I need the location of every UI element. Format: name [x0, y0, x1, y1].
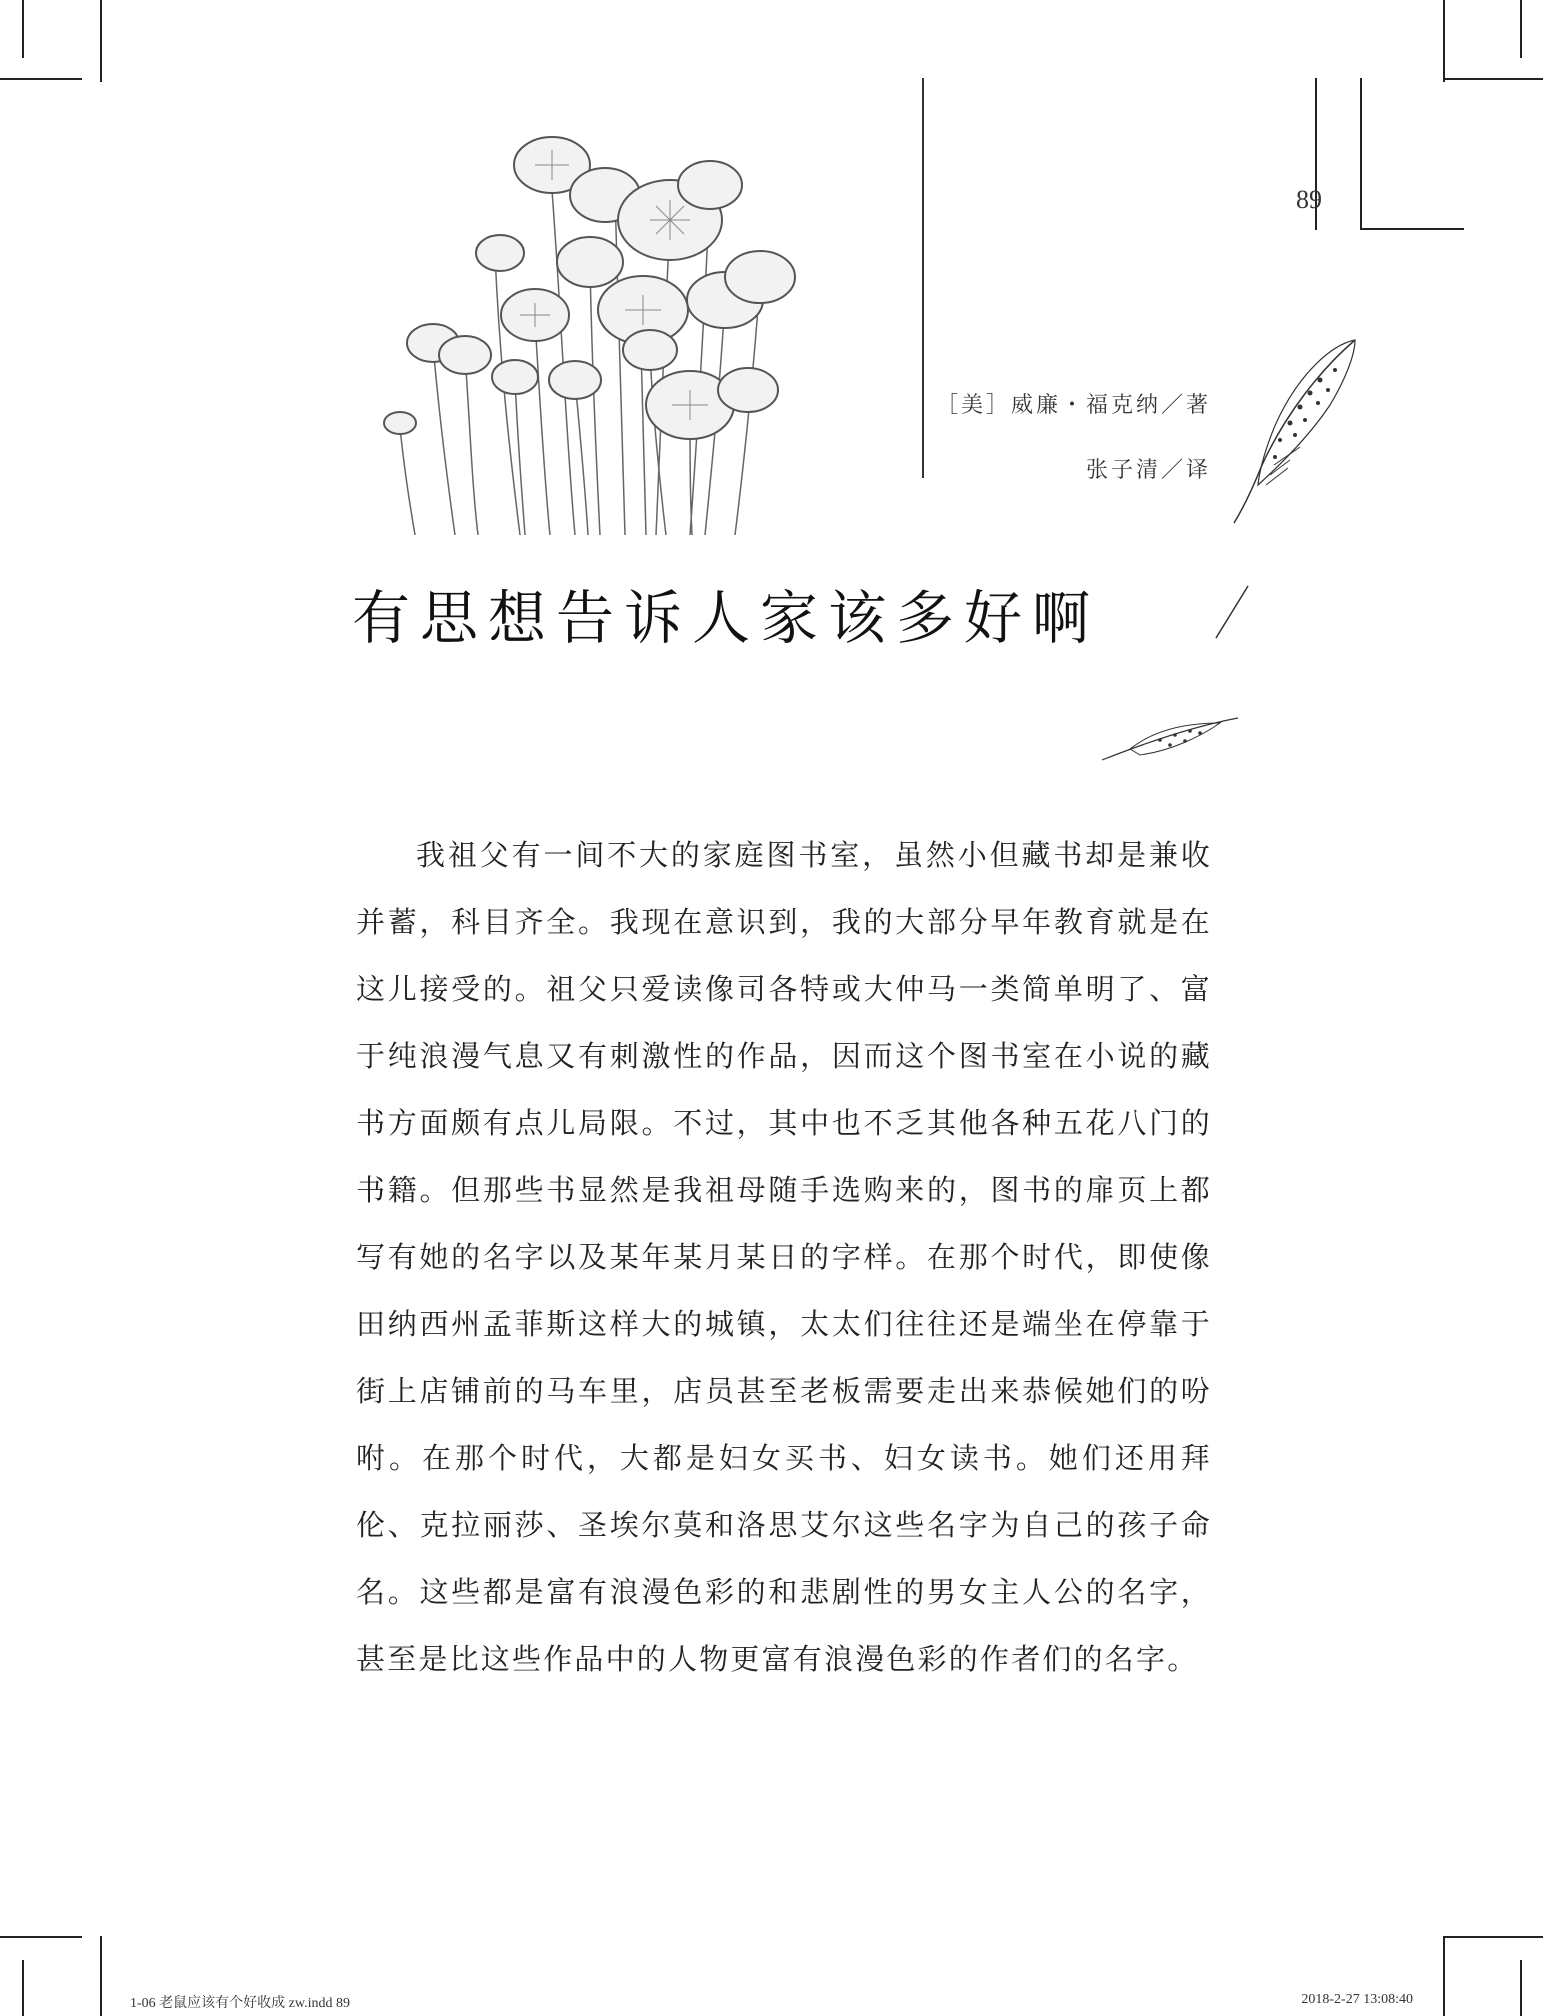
translator-credit: 张子清／译 — [1085, 458, 1211, 483]
crop-mark — [1520, 0, 1522, 58]
crop-mark — [1443, 78, 1543, 80]
crop-mark — [1443, 1936, 1445, 2016]
crop-mark — [1360, 228, 1464, 230]
crop-mark — [1443, 0, 1445, 82]
vertical-rule — [922, 78, 924, 478]
print-timestamp: 2018-2-27 13:08:40 — [1301, 1992, 1413, 2007]
crop-mark — [22, 1960, 24, 2016]
crop-mark — [100, 0, 102, 82]
body-paragraph: 我祖父有一间不大的家庭图书室，虽然小但藏书却是兼收并蓄，科目齐全。我现在意识到，我的大部分早年教育就是在这儿接受的。祖父只爱读像司各特或大仲马一类简单明了、富于纯浪漫气息又有刺激性的作品，因而这个图书室在小说的藏书方面颇有点儿局限。不过，其中也不乏其他各种五花八门的书籍。但那些书显然是我祖母随手选购来的，图书的扉页上都写有她的名字以及某年某月某日的字样。在那个时代，即使像田纳西州孟菲斯这样大的城镇，太太们往往还是端坐在停靠于街上店铺前的马车里，店员甚至老板需要走出来恭候她们的吩咐。在那个时代，大都是妇女买书、妇女读书。她们还用拜伦、克拉丽莎、圣埃尔莫和洛思艾尔这些名字为自己的孩子命名。这些都是富有浪漫色彩的和悲剧性的男女主人公的名字，甚至是比这些作品中的人物更富有浪漫色彩的作者们的名字。 — [356, 838, 1212, 1676]
lotus-illustration — [360, 105, 800, 535]
article-title: 有思想告诉人家该多好啊 — [352, 584, 1101, 652]
crop-mark — [22, 0, 24, 58]
crop-mark — [0, 78, 82, 80]
crop-mark — [1520, 1960, 1522, 2016]
page-number: 89 — [1296, 185, 1322, 214]
feather-decoration — [1230, 335, 1365, 525]
file-slug: 1-06 老鼠应该有个好收成 zw.indd 89 — [130, 1996, 350, 2011]
title-slash — [1212, 582, 1252, 642]
crop-mark — [1443, 1936, 1543, 1938]
crop-mark — [0, 1936, 82, 1938]
small-feather-icon — [1100, 715, 1240, 765]
crop-mark — [100, 1936, 102, 2016]
crop-mark — [1360, 78, 1362, 230]
author-credit: ［美］威廉・福克纳／著 — [935, 393, 1211, 418]
